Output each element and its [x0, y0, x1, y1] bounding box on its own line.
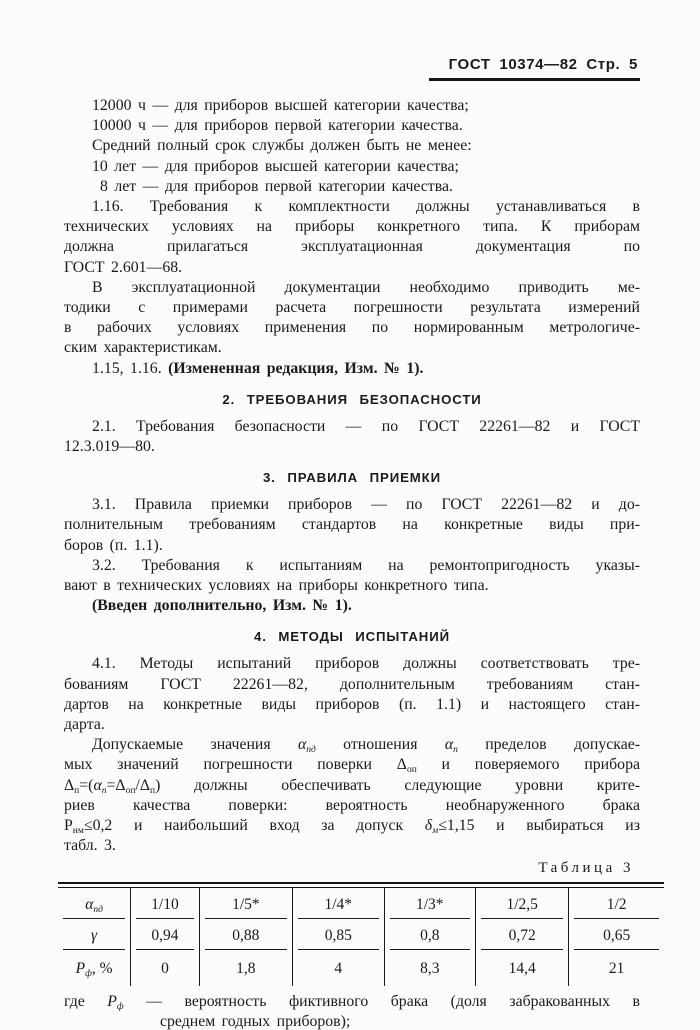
text-segment: бованиям ГОСТ 22261—82, дополнительным требованиям стан- — [64, 675, 640, 693]
text-segment: 10 лет — для приборов высшей категории качества; — [92, 157, 459, 175]
table-3 — [58, 888, 664, 986]
text-line — [64, 654, 640, 674]
text-segment: — вероятность фиктивного брака (доля забракованных в — [123, 992, 640, 1010]
text-segment: дарта. — [64, 716, 105, 734]
section-heading-methods: 4. МЕТОДЫ ИСПЫТАНИЙ — [254, 629, 450, 645]
table-cell: 0,72 — [481, 919, 563, 950]
text-segment: табл. 3. — [64, 837, 116, 855]
text-line — [64, 735, 640, 755]
text-line — [64, 197, 640, 217]
text-line — [64, 258, 640, 278]
text-segment: ≤0,2 и наибольший вход за допуск — [83, 817, 425, 835]
text-segment: полнительным требованиям стандартов на конкретные виды при- — [64, 516, 640, 534]
table-cell: 0,65 — [574, 919, 659, 950]
text-line — [64, 715, 640, 735]
text-segment: риев качества поверки: вероятность необнаруженного брака — [64, 796, 640, 814]
text-segment: технических условиях на приборы конкретного типа. К приборам — [64, 218, 640, 236]
section-heading-acceptance: 3. ПРАВИЛА ПРИЕМКИ — [262, 470, 441, 486]
text-line — [64, 495, 640, 515]
paragraph-4-1 — [64, 654, 640, 735]
text-segment: в рабочих условиях применения по нормированным метрологиче- — [64, 319, 640, 337]
paragraph-1-16 — [64, 197, 640, 278]
paragraph-3-1 — [64, 495, 640, 556]
table-cell: 1,8 — [236, 959, 256, 977]
table-caption: Таблица 3 — [538, 859, 634, 876]
table-row-label — [63, 888, 125, 919]
section-heading-safety: 2. ТРЕБОВАНИЯ БЕЗОПАСНОСТИ — [222, 391, 482, 407]
text-segment: среднем годных приборов); — [160, 1012, 351, 1030]
text-line — [64, 675, 640, 695]
text-line — [64, 796, 640, 816]
text-segment: 1.15, 1.16. — [92, 359, 169, 377]
text-segment: 10000 ч — для приборов первой категории качества. — [92, 117, 463, 135]
running-head-row — [64, 56, 640, 81]
text-line — [64, 816, 640, 836]
text-line — [64, 437, 640, 457]
text-line — [64, 596, 640, 616]
text-segment: $\alpha_п$ — [93, 776, 107, 796]
text-line — [64, 278, 640, 298]
table-row — [58, 888, 664, 919]
text-line — [64, 96, 640, 116]
table-cell: 8,3 — [420, 959, 440, 977]
table-cell: 4 — [334, 959, 343, 977]
text-segment: ≤1,15 и выбираться из — [438, 817, 640, 835]
text-segment: дартов на конкретные виды приборов (п. 1.1) и настоящего стан- — [64, 695, 640, 713]
text-line — [64, 177, 640, 197]
text-line — [64, 536, 640, 556]
table-cell: 1/4* — [298, 888, 379, 919]
table-row — [58, 950, 664, 986]
text-segment: (Введен дополнительно, Изм. № 1). — [92, 597, 352, 615]
text-segment: и поверяемого прибора — [416, 756, 640, 774]
text-segment: вают в технических условиях на приборы конкретного типа. — [64, 577, 489, 595]
paragraph-operational-docs — [64, 278, 640, 359]
table-cell: 1/5* — [205, 888, 287, 919]
text-line — [64, 776, 640, 796]
text-line — [64, 1012, 640, 1030]
text-segment: должна прилагаться эксплуатационная документация по — [64, 238, 640, 256]
paragraph-3-2 — [64, 556, 640, 596]
text-segment: =( — [79, 776, 94, 794]
table-row-label — [63, 950, 125, 986]
text-line — [64, 556, 640, 576]
table-row — [58, 919, 664, 950]
text-segment: (Измененная редакция, Изм. № 1). — [168, 359, 424, 377]
text-segment: Допускаемые значения — [92, 736, 298, 754]
text-segment: γ — [91, 926, 98, 944]
text-segment: $\Delta_{оп}$ — [396, 756, 417, 776]
paragraph-2-1 — [64, 417, 640, 457]
text-line — [64, 576, 640, 596]
text-segment: мых значений погрешности поверки — [64, 756, 397, 774]
text-segment: 8 лет — для приборов первой категории качества. — [100, 177, 453, 195]
text-segment: 12.3.019—80. — [64, 438, 155, 456]
table-cell: 1/2,5 — [481, 888, 563, 919]
table-cell: 1/3* — [390, 888, 471, 919]
page-header: ГОСТ 10374—82 Стр. 5 — [429, 56, 640, 81]
text-line — [64, 318, 640, 338]
paragraph-allowed-values — [64, 735, 640, 856]
text-segment: $\alpha_{пд}$ — [297, 736, 316, 756]
table-cell: 1/10 — [136, 888, 193, 919]
paragraph-service-life — [64, 96, 640, 197]
text-line — [64, 298, 640, 318]
text-segment: / — [135, 776, 140, 794]
text-segment: боров (п. 1.1). — [64, 536, 163, 554]
text-line — [64, 992, 640, 1012]
text-line — [64, 695, 640, 715]
table-cell: 0,94 — [136, 919, 193, 950]
text-segment: $\Delta_п$ — [139, 776, 156, 796]
table-cell: 14,4 — [508, 959, 536, 977]
table-cell: 0,8 — [390, 919, 471, 950]
text-segment: 2.1. Требования безопасности — по ГОСТ 22261—82 и ГОСТ — [92, 417, 640, 435]
text-line — [64, 755, 640, 775]
table-cell: 21 — [608, 959, 625, 977]
text-segment: $\Delta_п$ — [64, 776, 80, 796]
table-cell: 1/2 — [574, 888, 659, 919]
text-segment: ским характеристикам. — [64, 339, 222, 357]
text-line — [64, 359, 640, 379]
text-line — [64, 116, 640, 136]
text-line — [64, 237, 640, 257]
text-line — [64, 217, 640, 237]
text-segment: $\alpha_{пд}$ — [85, 895, 103, 915]
text-segment: В эксплуатационной документации необходимо приводить ме- — [92, 278, 640, 296]
text-segment: отношения — [315, 736, 445, 754]
text-segment: 4.1. Методы испытаний приборов должны соответствовать тре- — [92, 655, 640, 673]
text-line — [64, 338, 640, 358]
table-3-zone — [58, 882, 664, 986]
text-segment: , % — [91, 959, 113, 977]
text-segment: ) должны обеспечивать следующие уровни крите- — [155, 776, 640, 794]
table-cell: 0,88 — [205, 919, 287, 950]
table-row-label — [63, 919, 125, 950]
text-segment: 3.2. Требования к испытаниям на ремонтопригодность указы- — [92, 556, 640, 574]
text-segment: $\alpha_п$ — [444, 736, 458, 756]
text-segment: Средний полный срок службы должен быть не менее: — [92, 137, 472, 155]
text-line — [64, 157, 640, 177]
text-line — [64, 136, 640, 156]
text-segment: $\delta_м$ — [424, 817, 439, 837]
table-cell: 0,85 — [298, 919, 379, 950]
text-line — [64, 515, 640, 535]
text-segment: 12000 ч — для приборов высшей категории качества; — [92, 97, 469, 114]
text-line — [64, 417, 640, 437]
text-segment: $P_ф$ — [107, 992, 124, 1012]
text-segment: = — [106, 776, 116, 794]
text-segment: тодики с примерами расчета погрешности результата измерений — [64, 299, 640, 317]
table-cell: 0 — [161, 959, 169, 977]
text-segment: где — [64, 992, 108, 1010]
text-segment: пределов допускае- — [457, 736, 640, 754]
text-line — [64, 836, 640, 856]
text-segment: $\Delta_{оп}$ — [115, 776, 136, 796]
text-segment: 3.1. Правила приемки приборов — по ГОСТ 22261—82 и до- — [92, 496, 640, 514]
paragraph-vveden-amendment — [64, 596, 640, 616]
text-segment: ГОСТ 2.601—68. — [64, 258, 183, 276]
text-segment: $Р_{нм}$ — [64, 817, 84, 837]
text-segment: $P_ф$ — [75, 959, 92, 979]
paragraph-1-15-amendment — [64, 359, 640, 379]
paragraph-where-pf — [64, 992, 640, 1030]
text-segment: 1.16. Требования к комплектности должны устанавливаться в — [92, 198, 640, 216]
